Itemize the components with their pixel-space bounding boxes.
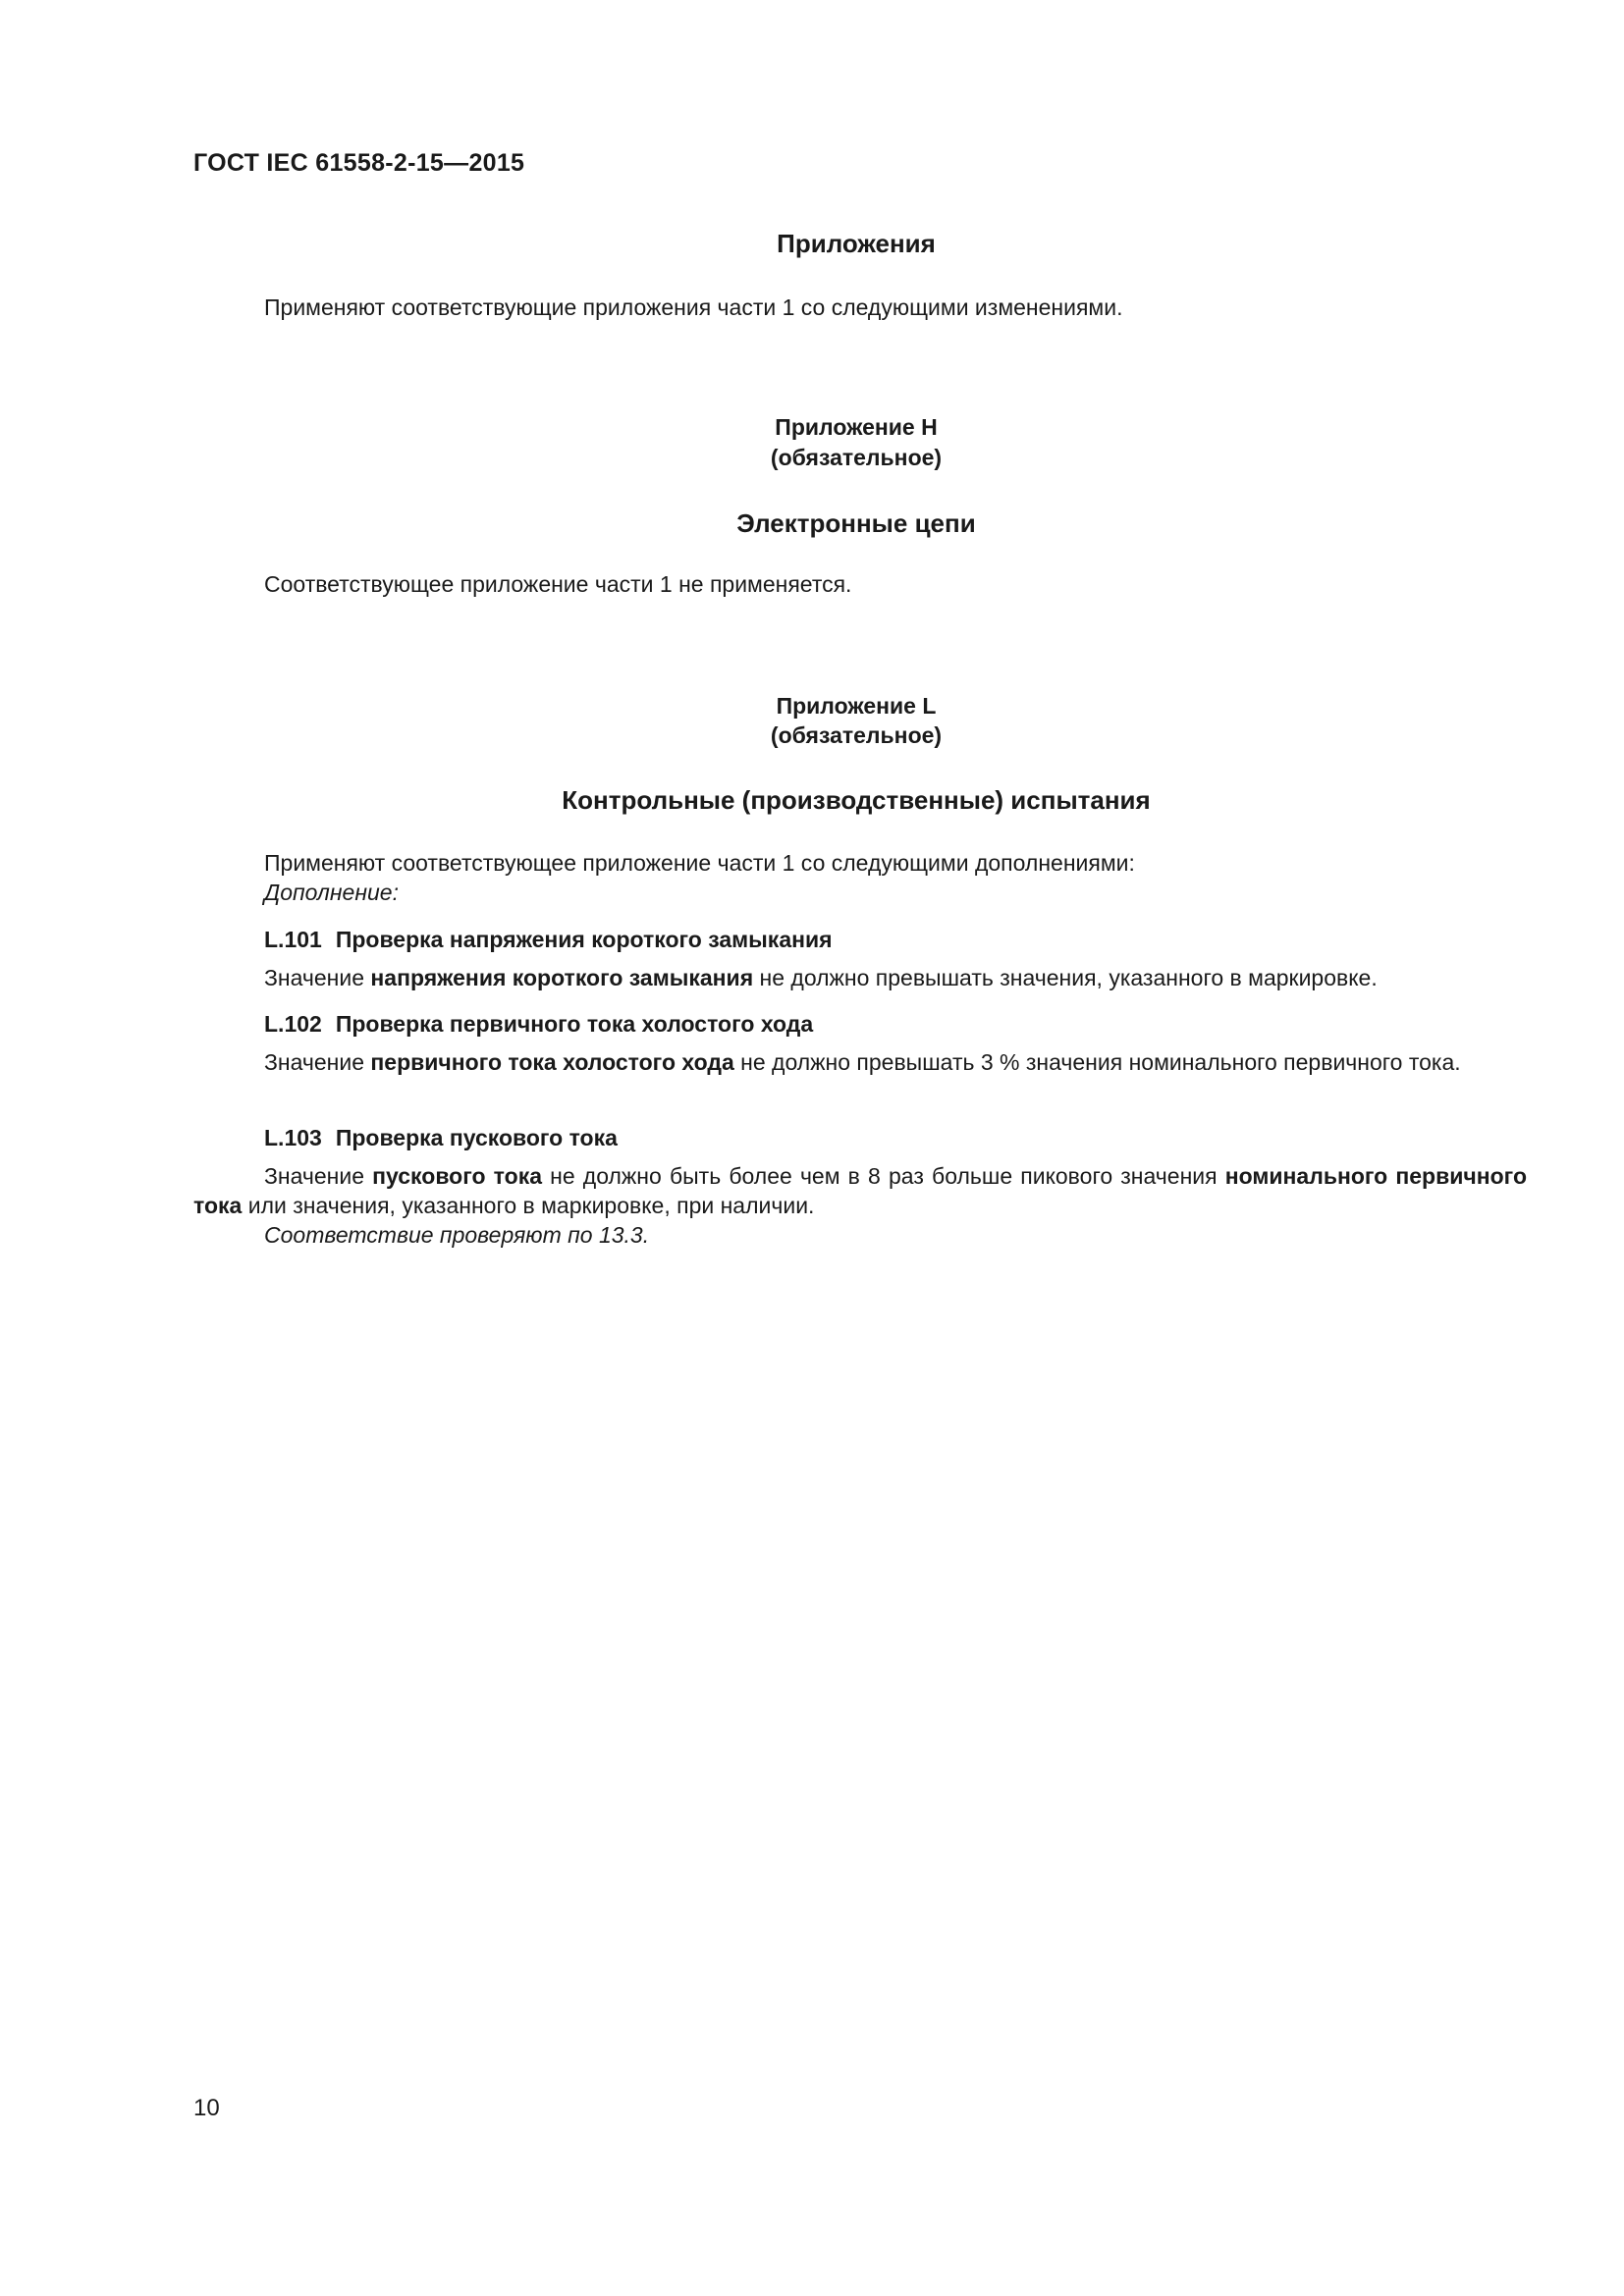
annex-l-status: (обязательное) (770, 722, 943, 748)
clause-title: Проверка пускового тока (335, 1125, 618, 1150)
annexes-intro: Применяют соответствующие приложения части 1 со следующими изменениями. (264, 294, 1123, 320)
annex-h-title: Электронные цепи (736, 508, 976, 538)
clause-title: Проверка первичного тока холостого хода (335, 1011, 814, 1037)
annex-l-title: Контрольные (производственные) испытания (562, 785, 1151, 815)
clause-l102-text: Значение первичного тока холостого хода не должно превышать 3 % значения номинального первичного тока. (264, 1049, 1461, 1075)
annexes-title: Приложения (777, 229, 936, 258)
clause-number: L.102 (264, 1011, 322, 1037)
annex-h-label: Приложение Н (775, 414, 938, 440)
document-code: ГОСТ IEC 61558-2-15—2015 (193, 149, 525, 177)
clause-l101-heading (264, 927, 833, 953)
annex-l-intro: Применяют соответствующее приложение части 1 со следующими дополнениями: (264, 850, 1135, 876)
annex-l-label: Приложение L (776, 693, 937, 719)
annex-l-addition: Дополнение: (264, 880, 399, 905)
clause-number: L.101 (264, 927, 322, 952)
clause-l103-heading (264, 1125, 618, 1151)
annex-h-text: Соответствующее приложение части 1 не применяется. (264, 571, 852, 597)
page-number: 10 (193, 2095, 220, 2121)
clause-number: L.103 (264, 1125, 322, 1150)
clause-l102-heading (264, 1011, 813, 1038)
clause-title: Проверка напряжения короткого замыкания (335, 927, 833, 952)
annex-h-status: (обязательное) (770, 445, 943, 470)
clause-l101-text: Значение напряжения короткого замыкания не должно превышать значения, указанного в маркировке. (264, 965, 1378, 990)
clause-l103-text: Значение пускового тока не должно быть более чем в 8 раз больше пикового значения номинального первичного тока или значения, указанного в маркировке, при наличии. (193, 1163, 1528, 1218)
clause-l103-compliance: Соответствие проверяют по 13.3. (264, 1222, 650, 1248)
